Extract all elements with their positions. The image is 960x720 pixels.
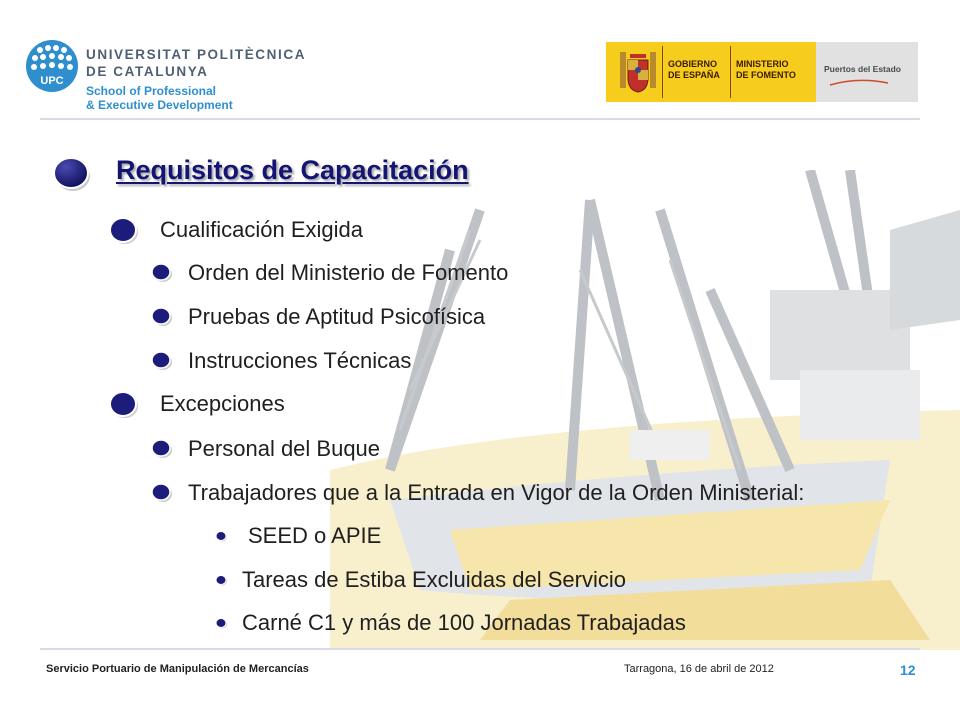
university-name bbox=[86, 46, 306, 80]
list-item bbox=[150, 257, 508, 289]
title-bullet-icon bbox=[52, 155, 92, 193]
school-line-2: & Executive Development bbox=[86, 98, 233, 112]
footer-divider bbox=[40, 648, 920, 650]
university-line-2: DE CATALUNYA bbox=[86, 64, 209, 79]
bullet-icon bbox=[212, 613, 234, 633]
list-item bbox=[212, 564, 626, 596]
list-item-text: Carné C1 y más de 100 Jornadas Trabajadas bbox=[242, 610, 686, 635]
bullet-icon bbox=[150, 349, 182, 373]
bullet-icon bbox=[212, 526, 234, 546]
list-item-text: Cualificación Exigida bbox=[160, 217, 363, 242]
list-item bbox=[212, 520, 381, 552]
list-item-text: Pruebas de Aptitud Psicofísica bbox=[188, 304, 486, 329]
list-item bbox=[150, 477, 804, 509]
ministerio-label: MINISTERIO DE FOMENTO bbox=[736, 59, 796, 80]
slide-title: Requisitos de Capacitación bbox=[116, 155, 469, 185]
list-item-text: Tareas de Estiba Excluidas del Servicio bbox=[242, 567, 626, 592]
bullet-icon bbox=[108, 389, 152, 419]
list-item bbox=[108, 388, 285, 420]
list-item bbox=[150, 345, 411, 377]
bullet-icon bbox=[150, 481, 182, 505]
footer-service-name: Servicio Portuario de Manipulación de Mercancías bbox=[46, 663, 309, 675]
bullet-icon bbox=[150, 261, 182, 285]
puertos-del-estado-label: Puertos del Estado bbox=[824, 64, 901, 74]
page-number: 12 bbox=[900, 662, 916, 678]
header-divider bbox=[40, 118, 920, 120]
bullet-icon bbox=[108, 215, 152, 245]
list-item bbox=[150, 433, 380, 465]
bullet-icon bbox=[150, 437, 182, 461]
list-item bbox=[150, 301, 485, 333]
upc-logo-icon bbox=[26, 40, 78, 92]
school-line-1: School of Professional bbox=[86, 84, 217, 98]
gov-logo-divider bbox=[662, 46, 663, 98]
list-item-text: Orden del Ministerio de Fomento bbox=[188, 260, 509, 285]
list-item-text: SEED o APIE bbox=[248, 523, 382, 548]
gobierno-label: GOBIERNO DE ESPAÑA bbox=[668, 59, 720, 80]
bullet-icon bbox=[212, 570, 234, 590]
footer-date: Tarragona, 16 de abril de 2012 bbox=[624, 663, 774, 675]
bullet-icon bbox=[150, 305, 182, 329]
upc-logo-letters: UPC bbox=[40, 75, 64, 87]
school-name bbox=[86, 84, 233, 112]
university-line-1: UNIVERSITAT POLITÈCNICA bbox=[86, 47, 307, 62]
list-item-text: Excepciones bbox=[160, 391, 285, 416]
list-item-text: Instrucciones Técnicas bbox=[188, 348, 412, 373]
list-item-text: Trabajadores que a la Entrada en Vigor de la Orden Ministerial: bbox=[188, 480, 805, 505]
spain-coat-of-arms-icon bbox=[618, 48, 658, 96]
list-item-text: Personal del Buque bbox=[188, 436, 381, 461]
puertos-swoosh-icon bbox=[828, 77, 890, 87]
list-item bbox=[108, 214, 363, 246]
list-item bbox=[212, 607, 686, 639]
government-logo bbox=[606, 42, 918, 102]
